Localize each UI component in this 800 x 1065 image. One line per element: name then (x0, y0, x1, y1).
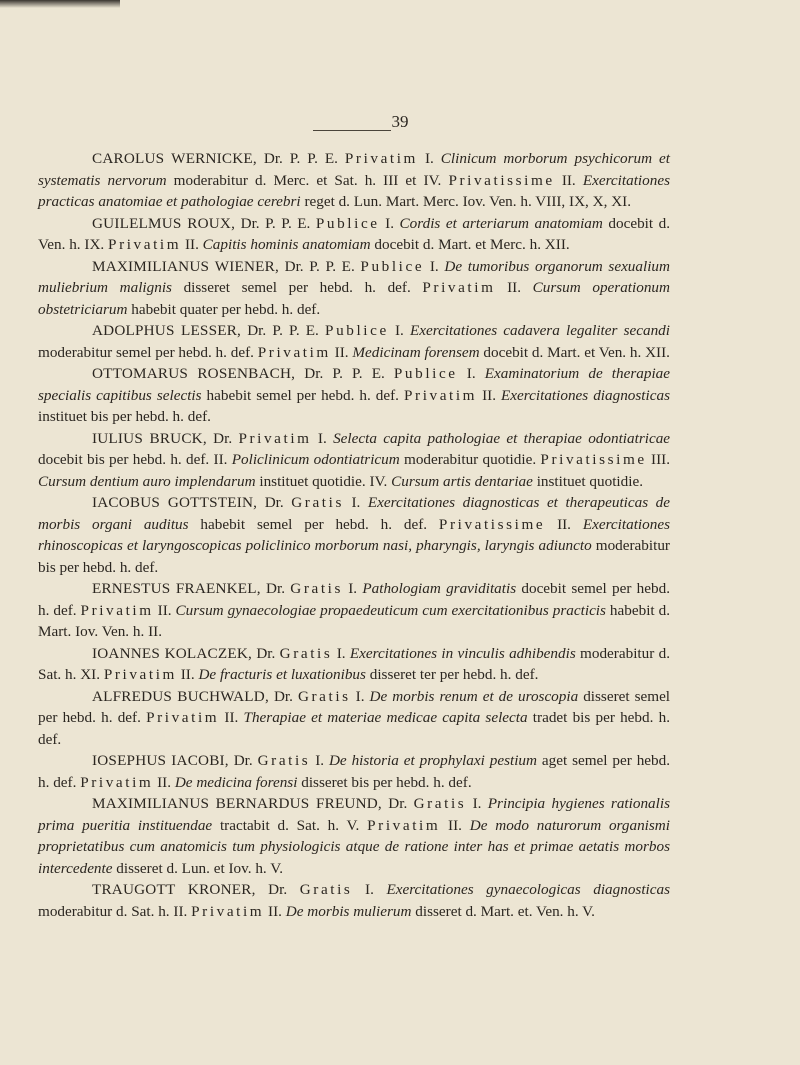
lecturer-name: CAROLUS WERNICKE, (92, 150, 257, 167)
lecturer-name: MAXIMILIANUS BERNARDUS FREUND, (92, 795, 382, 812)
text-run: Dr. (228, 752, 258, 769)
lecturer-name: GUILELMUS ROUX, (92, 214, 236, 232)
text-run: tradet bis per hebd. h. def. (38, 709, 670, 748)
lecturer-name: TRAUGOTT KRONER, (92, 881, 256, 898)
text-run: II. (330, 343, 353, 361)
text-run: docebit d. Mart. et Ven. h. XII. (479, 343, 670, 361)
spaced-term: Gratis (257, 752, 311, 769)
spaced-term: Privatim (103, 666, 177, 683)
text-run: moderabitur d. Sat. h. II. (38, 902, 192, 920)
text-run: I. (379, 214, 400, 232)
course-title: De morbis mulierum (285, 902, 412, 920)
course-title: Exercitationes practicas anatomiae et pathologiae cerebri (38, 171, 670, 210)
text-run: I. (417, 150, 441, 167)
text-run: II. (495, 279, 533, 296)
text-run: I. (343, 494, 368, 511)
text-run: II. (477, 386, 502, 404)
text-run: I. (388, 322, 410, 339)
text-run: docebit semel per hebd. h. def. (38, 580, 670, 619)
text-run: habebit d. Mart. Iov. Ven. h. II. (38, 601, 670, 640)
course-title: Exercitationes diagnosticas et therapeuticas de morbis organi auditus (38, 494, 671, 533)
spaced-term: Gratis (279, 644, 333, 662)
course-title: Medicinam forensem (352, 343, 480, 361)
course-title: Policlinicum odontiatricum (231, 451, 400, 468)
spaced-term: Gratis (297, 687, 351, 705)
text-run: II. (153, 773, 175, 791)
text-run: II. (554, 171, 583, 189)
spaced-term: Gratis (299, 881, 353, 898)
text-run: tractabit d. Sat. h. V. (212, 816, 368, 834)
lecture-entry (38, 578, 670, 643)
text-run: Dr. P. P. E. (278, 257, 361, 275)
lecturer-name: MAXIMILIANUS WIENER, (92, 257, 279, 275)
text-run: Dr. P. P. E. (256, 150, 345, 167)
spaced-term: Privatim (146, 709, 220, 726)
text-run: disseret d. Mart. et. Ven. h. V. (411, 902, 595, 920)
spaced-term: Publice (315, 214, 380, 232)
text-run: Dr. (381, 795, 414, 812)
spaced-term: Privatim (367, 816, 441, 834)
page-number-rule (313, 130, 391, 131)
spaced-term: Privatim (422, 279, 496, 296)
text-run: Dr. (257, 494, 292, 511)
course-title: Pathologiam graviditatis (362, 580, 517, 597)
course-title: Selecta capita pathologiae et therapiae odontiatricae (333, 429, 671, 447)
spaced-term: Privatim (191, 902, 265, 920)
course-title: De fracturis et luxationibus (198, 666, 366, 683)
text-run: disseret ter per hebd. h. def. (365, 666, 539, 683)
spaced-term: Gratis (291, 494, 344, 511)
spaced-term: Privatissime (438, 515, 546, 533)
course-title: De medicina forensi (174, 773, 298, 791)
text-run: moderabitur semel per hebd. h. def. (38, 343, 258, 361)
spaced-term: Privatim (80, 601, 154, 619)
lecturer-name: IACOBUS GOTTSTEIN, (92, 494, 258, 511)
text-run: I. (457, 365, 485, 382)
text-run: aget semel per hebd. h. def. (38, 752, 671, 791)
lecture-entry (38, 750, 670, 793)
lecturer-name: ALFREDUS BUCHWALD, (92, 687, 269, 705)
text-run: I. (310, 752, 329, 769)
lecture-entry (38, 213, 670, 256)
text-run: II. (181, 236, 203, 253)
spaced-term: Publice (360, 257, 425, 275)
text-run: Dr. (252, 644, 280, 662)
text-run: moderabitur bis per hebd. h. def. (38, 537, 670, 576)
text-run: I. (424, 257, 445, 275)
text-run: II. (440, 816, 470, 834)
text-run: docebit d. Mart. et Merc. h. XII. (370, 236, 570, 253)
course-title: Cursum artis dentariae (391, 472, 533, 490)
course-title: Cursum dentium auro implendarum (38, 472, 256, 490)
text-run: I. (332, 644, 350, 662)
page-number: 39 (391, 112, 409, 131)
text-run: instituet quotidie. (532, 472, 643, 490)
lecture-listing (38, 148, 670, 922)
lecture-entry (38, 256, 670, 321)
text-run: disseret bis per hebd. h. def. (297, 773, 472, 791)
lecturer-name: ADOLPHUS LESSER, (92, 322, 242, 339)
spaced-term: Privatissime (540, 451, 647, 468)
text-run: II. (545, 515, 583, 533)
text-run: II. (153, 601, 176, 619)
scan-edge-shadow (0, 0, 120, 8)
spaced-term: Privatim (344, 150, 418, 167)
course-title: Principia hygienes rationalis prima pueritia instituendae (38, 795, 670, 834)
course-title: Cordis et arteriarum anatomiam (399, 214, 603, 232)
course-title: De historia et prophylaxi pestium (328, 752, 537, 769)
lecturer-name: ERNESTUS FRAENKEL, (92, 580, 261, 597)
text-run: Dr. P. P. E. (235, 214, 316, 232)
course-title: Cursum operationum obstetriciarum (38, 279, 670, 318)
spaced-term: Gratis (413, 795, 467, 812)
lecture-entry (38, 148, 670, 213)
lecturer-name: IOANNES KOLACZEK, (92, 644, 253, 662)
text-run: I. (311, 429, 334, 447)
text-run: docebit bis per hebd. h. def. II. (38, 451, 232, 468)
text-run: II. (219, 709, 244, 726)
spaced-term: Publice (325, 322, 389, 339)
spaced-term: Privatim (257, 343, 331, 361)
text-run: Dr. (268, 687, 298, 705)
text-run: I. (466, 795, 488, 812)
text-run: habebit quater per hebd. h. def. (127, 300, 321, 318)
text-run: Dr. P. P. E. (241, 322, 326, 339)
text-run: II. (264, 902, 286, 920)
lecture-entry (38, 879, 670, 922)
lecture-entry (38, 492, 670, 578)
text-run: habebit semel per hebd. h. def. (201, 386, 404, 404)
text-run: Dr. (260, 580, 291, 597)
spaced-term: Privatim (108, 236, 182, 253)
course-title: Capitis hominis anatomiam (202, 236, 371, 253)
lecturer-name: IULIUS BRUCK, (92, 429, 207, 447)
lecture-entry (38, 363, 670, 428)
lecture-entry (38, 643, 670, 686)
course-title: De tumoribus organorum sexualium muliebrium malignis (38, 257, 670, 296)
text-run: instituet quotidie. IV. (255, 472, 392, 490)
course-title: Exercitationes in vinculis adhibendis (349, 644, 576, 662)
text-run: moderabitur quotidie. (399, 451, 541, 468)
text-run: disseret d. Lun. et Iov. h. V. (112, 859, 284, 877)
text-run: docebit d. Ven. h. IX. (38, 214, 671, 253)
course-title: Exercitationes diagnosticas (501, 386, 670, 404)
text-run: I. (342, 580, 363, 597)
lecture-entry (38, 320, 670, 363)
course-title: Exercitationes cadavera legaliter secandi (409, 322, 670, 339)
text-run: Dr. (206, 429, 239, 447)
text-run: habebit semel per hebd. h. def. (188, 515, 439, 533)
course-title: Exercitationes gynaecologicas diagnosticas (386, 881, 671, 898)
lecturer-name: OTTOMARUS ROSENBACH, (92, 365, 296, 382)
spaced-term: Privatim (80, 773, 154, 791)
lecture-entry (38, 686, 670, 751)
text-run: moderabitur d. Merc. et Sat. h. III et IV. (166, 171, 449, 189)
course-title: Exercitationes rhinoscopicas et laryngoscopicas policlinico morborum nasi, pharyngis, laryngis adiuncto (38, 515, 670, 554)
spaced-term: Gratis (290, 580, 343, 597)
spaced-term: Privatim (403, 386, 478, 404)
spaced-term: Privatissime (448, 171, 555, 189)
text-run: III. (646, 451, 670, 468)
spaced-term: Privatim (238, 429, 312, 447)
text-run: moderabitur d. Sat. h. XI. (38, 644, 670, 683)
text-run: reget d. Lun. Mart. Merc. Iov. Ven. h. VIII, IX, X, XI. (300, 193, 632, 210)
lecture-entry (38, 793, 670, 879)
text-run: Dr. (255, 881, 300, 898)
text-run: instituet bis per hebd. h. def. (38, 408, 211, 425)
text-run: disseret semel per hebd. h. def. (171, 279, 423, 296)
spaced-term: Publice (393, 365, 458, 382)
course-title: De morbis renum et de uroscopia (369, 687, 579, 705)
text-run: I. (350, 687, 370, 705)
text-run: II. (176, 666, 199, 683)
lecturer-name: IOSEPHUS IACOBI, (92, 752, 229, 769)
text-run: I. (352, 881, 387, 898)
text-run: Dr. P. P. E. (295, 365, 394, 382)
course-title: Examinatorium de therapiae specialis capitibus selectis (38, 365, 671, 404)
course-title: Therapiae et materiae medicae capita selecta (243, 709, 528, 726)
lecture-entry (38, 428, 670, 493)
course-title: Clinicum morborum psychicorum et systematis nervorum (38, 150, 670, 189)
course-title: De modo naturorum organismi proprietatibus cum anatomicis tum physiologicis atque de ratione inter has et primae aetatis morbos intercedente (38, 816, 670, 877)
course-title: Cursum gynaecologiae propaedeuticum cum exercitationibus practicis (175, 601, 606, 619)
text-run: disseret semel per hebd. h. def. (38, 687, 671, 726)
